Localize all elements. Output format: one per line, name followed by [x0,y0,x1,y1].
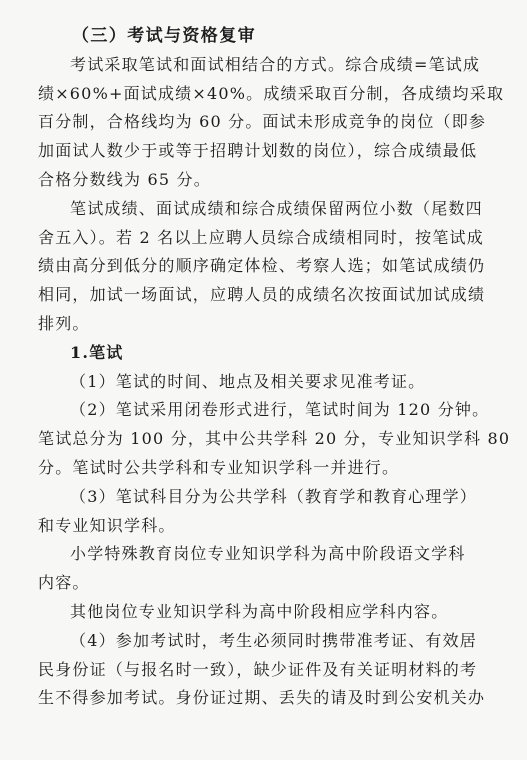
text-line: 民身份证（与报名时一致），缺少证件及有关证明材料的考 [38,659,478,679]
text-line: 考试采取笔试和面试相结合的方式。综合成绩=笔试成 [70,54,481,74]
text-line: （3）笔试科目分为公共学科（教育学和教育心理学） [70,486,477,506]
paragraph-item-1 [38,368,493,397]
text-line: 生不得参加考试。身份证过期、丢失的请及时到公安机关办 [38,688,486,708]
paragraph-score-rounding [38,195,493,339]
paragraph-item-4 [38,627,493,713]
paragraph-other-positions [38,598,493,627]
text-line: 分。笔试时公共学科和专业知识学科一并进行。 [38,457,400,477]
paragraph-item-3 [38,483,493,541]
text-line: 排列。 [38,313,90,333]
text-line: 舍五入）。若 2 名以上应聘人员综合成绩相同时，按笔试成 [38,227,484,247]
text-line: 笔试成绩、面试成绩和综合成绩保留两位小数（尾数四 [70,198,483,218]
text-line: 百分制，合格线均为 60 分。面试未形成竞争的岗位（即参 [38,112,487,132]
text-line: （2）笔试采用闭卷形式进行，笔试时间为 120 分钟。 [70,400,490,420]
text-line: （4）参加考试时，考生必须同时携带准考证、有效居 [70,630,477,650]
text-line: 合格分数线为 65 分。 [38,169,211,189]
text-line: 绩×60%+面试成绩×40%。成绩采取百分制，各成绩均采取 [38,83,505,103]
text-line: 和专业知识学科。 [38,515,176,535]
text-line: 绩由高分到低分的顺序确定体检、考察人选；如笔试成绩仍 [38,256,486,276]
text-line: 相同，加试一场面试，应聘人员的成绩名次按面试加试成绩 [38,285,486,305]
section-heading: （三）考试与资格复审 [72,26,256,46]
paragraph-exam-method [38,51,505,195]
paragraph-special-education [38,540,493,598]
text-line: （1）笔试的时间、地点及相关要求见准考证。 [70,371,426,391]
paragraph-item-2 [38,396,511,482]
subsection-heading: 1.笔试 [70,342,124,362]
text-line: 其他岗位专业知识学科为高中阶段相应学科内容。 [70,601,449,621]
text-line: 小学特殊教育岗位专业知识学科为高中阶段语文学科 [70,544,466,564]
text-line: 内容。 [38,573,90,593]
text-line: 加面试人数少于或等于招聘计划数的岗位），综合成绩最低 [38,141,478,161]
text-line: 笔试总分为 100 分，其中公共学科 20 分，专业知识学科 80 [38,429,511,449]
